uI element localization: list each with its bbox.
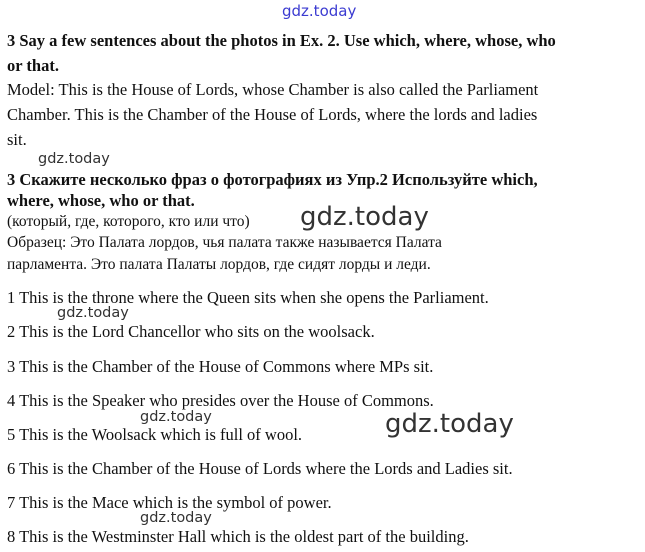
task-heading-line-2: or that.: [7, 56, 59, 75]
watermark: gdz.today: [140, 510, 212, 526]
model-text-line-1: Model: This is the House of Lords, whose Chamber is also called the Parliament: [7, 80, 539, 99]
task-heading-line-1: 3 Say a few sentences about the photos in Ex. 2. Use which, where, whose, who: [7, 31, 556, 50]
watermark-large: gdz.today: [385, 409, 514, 439]
answer-item-5: 5 This is the Woolsack which is full of wool.: [7, 425, 303, 444]
task-hint-ru: (который, где, которого, кто или что): [7, 213, 250, 230]
watermark: gdz.today: [57, 305, 129, 321]
answer-item-7: 7 This is the Mace which is the symbol of power.: [7, 493, 332, 512]
watermark: gdz.today: [38, 151, 110, 167]
answer-item-8: 8 This is the Westminster Hall which is the oldest part of the building.: [7, 527, 469, 546]
watermark-top: gdz.today: [282, 2, 357, 20]
model-text-line-2: Chamber. This is the Chamber of the House of Lords, where the lords and ladies: [7, 105, 538, 124]
watermark: gdz.today: [140, 409, 212, 425]
answer-item-1: 1 This is the throne where the Queen sits when she opens the Parliament.: [7, 288, 489, 307]
model-text-ru-line-1: Образец: Это Палата лордов, чья палата также называется Палата: [7, 234, 442, 251]
model-text-ru-line-2: парламента. Это палата Палаты лордов, где сидят лорды и леди.: [7, 256, 431, 273]
answer-item-4: 4 This is the Speaker who presides over the House of Commons.: [7, 391, 434, 410]
task-heading-ru-line-2: where, whose, who or that.: [7, 191, 195, 210]
answer-item-3: 3 This is the Chamber of the House of Commons where MPs sit.: [7, 357, 434, 376]
task-heading-ru-line-1: 3 Скажите несколько фраз о фотографиях из Упр.2 Используйте which,: [7, 170, 538, 189]
model-text-line-3: sit.: [7, 130, 27, 149]
answer-item-6: 6 This is the Chamber of the House of Lords where the Lords and Ladies sit.: [7, 459, 513, 478]
answer-item-2: 2 This is the Lord Chancellor who sits on the woolsack.: [7, 322, 375, 341]
watermark-large: gdz.today: [300, 202, 429, 232]
